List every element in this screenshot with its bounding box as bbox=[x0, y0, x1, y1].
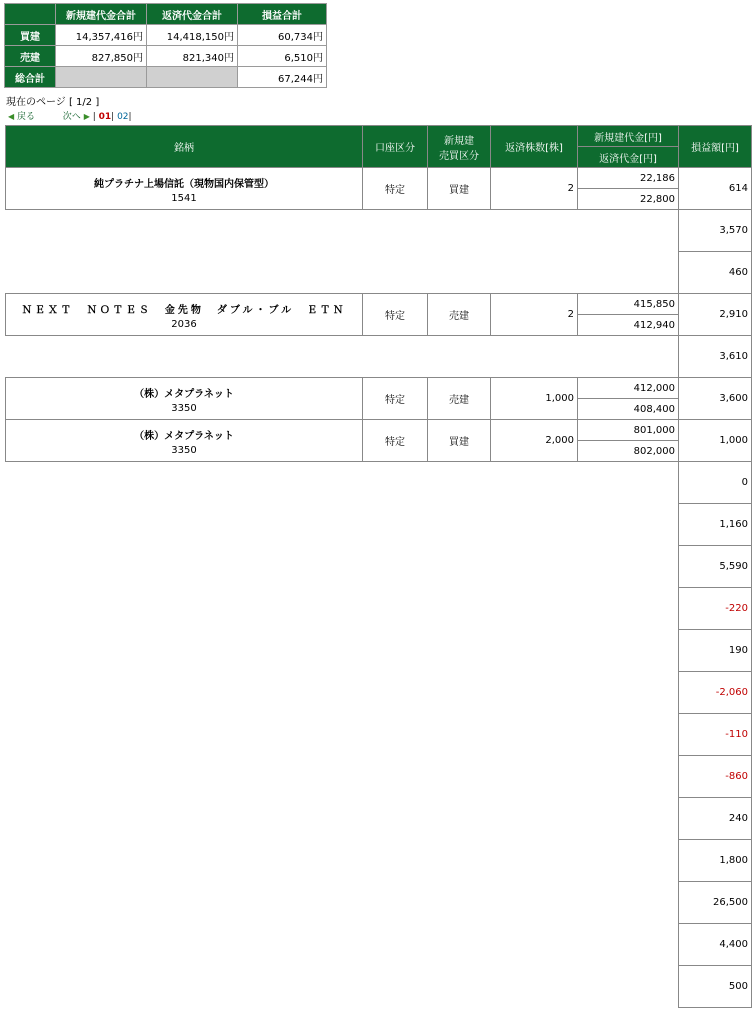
account-type: 特定 bbox=[363, 378, 428, 420]
summary-header-pl: 損益合計 bbox=[238, 4, 327, 25]
stock-name-cell[interactable] bbox=[6, 420, 363, 462]
table-row bbox=[6, 210, 752, 252]
header-account: 口座区分 bbox=[363, 126, 428, 168]
summary-corner bbox=[5, 4, 56, 25]
repay-price: 408,400 bbox=[578, 399, 679, 420]
profit-loss: 3,610 bbox=[679, 336, 752, 378]
repay-price: 802,000 bbox=[578, 441, 679, 462]
trade-type: 売建 bbox=[428, 378, 491, 420]
profit-loss: 0 bbox=[679, 462, 752, 504]
table-row bbox=[6, 882, 752, 924]
stock-name-cell[interactable] bbox=[6, 378, 363, 420]
hidden-row-area bbox=[6, 924, 679, 966]
profit-loss: -220 bbox=[679, 588, 752, 630]
summary-pl-total: 6,510円 bbox=[238, 46, 327, 67]
summary-header-new: 新規建代金合計 bbox=[56, 4, 147, 25]
next-arrow-icon: ▶ bbox=[83, 112, 90, 121]
profit-loss: 614 bbox=[679, 168, 752, 210]
new-price: 415,850 bbox=[578, 294, 679, 315]
back-arrow-icon: ◀ bbox=[8, 112, 15, 121]
hidden-row-area bbox=[6, 882, 679, 924]
profit-loss: 26,500 bbox=[679, 882, 752, 924]
account-type: 特定 bbox=[363, 294, 428, 336]
summary-blank-cell bbox=[147, 67, 238, 88]
header-qty: 返済株数[株] bbox=[491, 126, 578, 168]
summary-row-total bbox=[5, 67, 327, 88]
stock-name: ＮＥＸＴ ＮＯＴＥＳ 金先物 ダブル・ブル ＥＴＮ bbox=[21, 305, 347, 316]
stock-name: （株）メタプラネット bbox=[134, 389, 234, 400]
table-row bbox=[6, 294, 752, 315]
table-row bbox=[6, 672, 752, 714]
table-row bbox=[6, 756, 752, 798]
profit-loss: 240 bbox=[679, 798, 752, 840]
hidden-row-area bbox=[6, 210, 679, 252]
header-price-new: 新規建代金[円] bbox=[578, 126, 679, 147]
page-current: 01 bbox=[98, 112, 112, 122]
stock-name-cell[interactable] bbox=[6, 168, 363, 210]
summary-row-label: 総合計 bbox=[5, 67, 56, 88]
hidden-row-area bbox=[6, 504, 679, 546]
table-row bbox=[6, 252, 752, 294]
table-row bbox=[6, 546, 752, 588]
stock-name: 純プラチナ上場信託（現物国内保管型） bbox=[94, 179, 274, 190]
profit-loss: -110 bbox=[679, 714, 752, 756]
new-price: 801,000 bbox=[578, 420, 679, 441]
repay-price: 412,940 bbox=[578, 315, 679, 336]
profit-loss: 190 bbox=[679, 630, 752, 672]
summary-row-label: 買建 bbox=[5, 25, 56, 46]
summary-pl-total: 60,734円 bbox=[238, 25, 327, 46]
positions-table bbox=[5, 125, 752, 1008]
profit-loss: -860 bbox=[679, 756, 752, 798]
page-info: 現在のページ [ 1/2 ] bbox=[6, 97, 100, 108]
profit-loss: -2,060 bbox=[679, 672, 752, 714]
table-header-row bbox=[6, 126, 752, 147]
repay-price: 22,800 bbox=[578, 189, 679, 210]
new-price: 412,000 bbox=[578, 378, 679, 399]
table-row bbox=[6, 588, 752, 630]
profit-loss: 500 bbox=[679, 966, 752, 1008]
summary-grand-total: 67,244円 bbox=[238, 67, 327, 88]
header-pl: 損益額[円] bbox=[679, 126, 752, 168]
quantity: 2 bbox=[491, 168, 578, 210]
summary-new-total: 827,850円 bbox=[56, 46, 147, 67]
table-row bbox=[6, 630, 752, 672]
hidden-row-area bbox=[6, 798, 679, 840]
stock-name-cell[interactable] bbox=[6, 294, 363, 336]
table-row bbox=[6, 336, 752, 378]
header-name: 銘柄 bbox=[6, 126, 363, 168]
quantity: 1,000 bbox=[491, 378, 578, 420]
stock-name: （株）メタプラネット bbox=[134, 431, 234, 442]
profit-loss: 3,600 bbox=[679, 378, 752, 420]
quantity: 2 bbox=[491, 294, 578, 336]
summary-table bbox=[4, 3, 327, 88]
summary-row-label: 売建 bbox=[5, 46, 56, 67]
table-row bbox=[6, 504, 752, 546]
summary-row-buy bbox=[5, 25, 327, 46]
profit-loss: 460 bbox=[679, 252, 752, 294]
stock-code: 1541 bbox=[171, 193, 197, 204]
trade-type: 売建 bbox=[428, 294, 491, 336]
summary-repay-total: 14,418,150円 bbox=[147, 25, 238, 46]
header-type-line1: 新規建 bbox=[444, 135, 474, 147]
hidden-row-area bbox=[6, 672, 679, 714]
pager: ◀ 戻る 次へ ▶ | 01| 02| bbox=[8, 112, 132, 122]
hidden-row-area bbox=[6, 588, 679, 630]
stock-code: 3350 bbox=[171, 403, 197, 414]
header-price-repay: 返済代金[円] bbox=[578, 147, 679, 168]
hidden-row-area bbox=[6, 462, 679, 504]
summary-row-sell bbox=[5, 46, 327, 67]
hidden-row-area bbox=[6, 546, 679, 588]
hidden-row-area bbox=[6, 966, 679, 1008]
hidden-row-area bbox=[6, 252, 679, 294]
profit-loss: 1,000 bbox=[679, 420, 752, 462]
table-row bbox=[6, 714, 752, 756]
summary-header-repay: 返済代金合計 bbox=[147, 4, 238, 25]
table-row bbox=[6, 840, 752, 882]
hidden-row-area bbox=[6, 630, 679, 672]
summary-new-total: 14,357,416円 bbox=[56, 25, 147, 46]
table-row bbox=[6, 966, 752, 1008]
summary-blank-cell bbox=[56, 67, 147, 88]
profit-loss: 4,400 bbox=[679, 924, 752, 966]
table-row bbox=[6, 798, 752, 840]
table-row bbox=[6, 924, 752, 966]
profit-loss: 5,590 bbox=[679, 546, 752, 588]
hidden-row-area bbox=[6, 336, 679, 378]
header-type-line2: 売買区分 bbox=[439, 150, 479, 162]
back-link[interactable]: 戻る bbox=[17, 112, 36, 122]
table-row bbox=[6, 168, 752, 189]
trade-type: 買建 bbox=[428, 420, 491, 462]
trade-type: 買建 bbox=[428, 168, 491, 210]
hidden-row-area bbox=[6, 756, 679, 798]
next-link[interactable]: 次へ bbox=[62, 112, 81, 122]
profit-loss: 2,910 bbox=[679, 294, 752, 336]
summary-repay-total: 821,340円 bbox=[147, 46, 238, 67]
table-row bbox=[6, 420, 752, 441]
hidden-row-area bbox=[6, 714, 679, 756]
profit-loss: 1,800 bbox=[679, 840, 752, 882]
account-type: 特定 bbox=[363, 168, 428, 210]
profit-loss: 3,570 bbox=[679, 210, 752, 252]
table-row bbox=[6, 378, 752, 399]
stock-code: 3350 bbox=[171, 445, 197, 456]
quantity: 2,000 bbox=[491, 420, 578, 462]
hidden-row-area bbox=[6, 840, 679, 882]
table-row bbox=[6, 462, 752, 504]
page-link-02[interactable]: 02 bbox=[117, 112, 129, 122]
new-price: 22,186 bbox=[578, 168, 679, 189]
header-trade-type bbox=[428, 126, 491, 168]
summary-header-row bbox=[5, 4, 327, 25]
profit-loss: 1,160 bbox=[679, 504, 752, 546]
stock-code: 2036 bbox=[171, 319, 197, 330]
account-type: 特定 bbox=[363, 420, 428, 462]
